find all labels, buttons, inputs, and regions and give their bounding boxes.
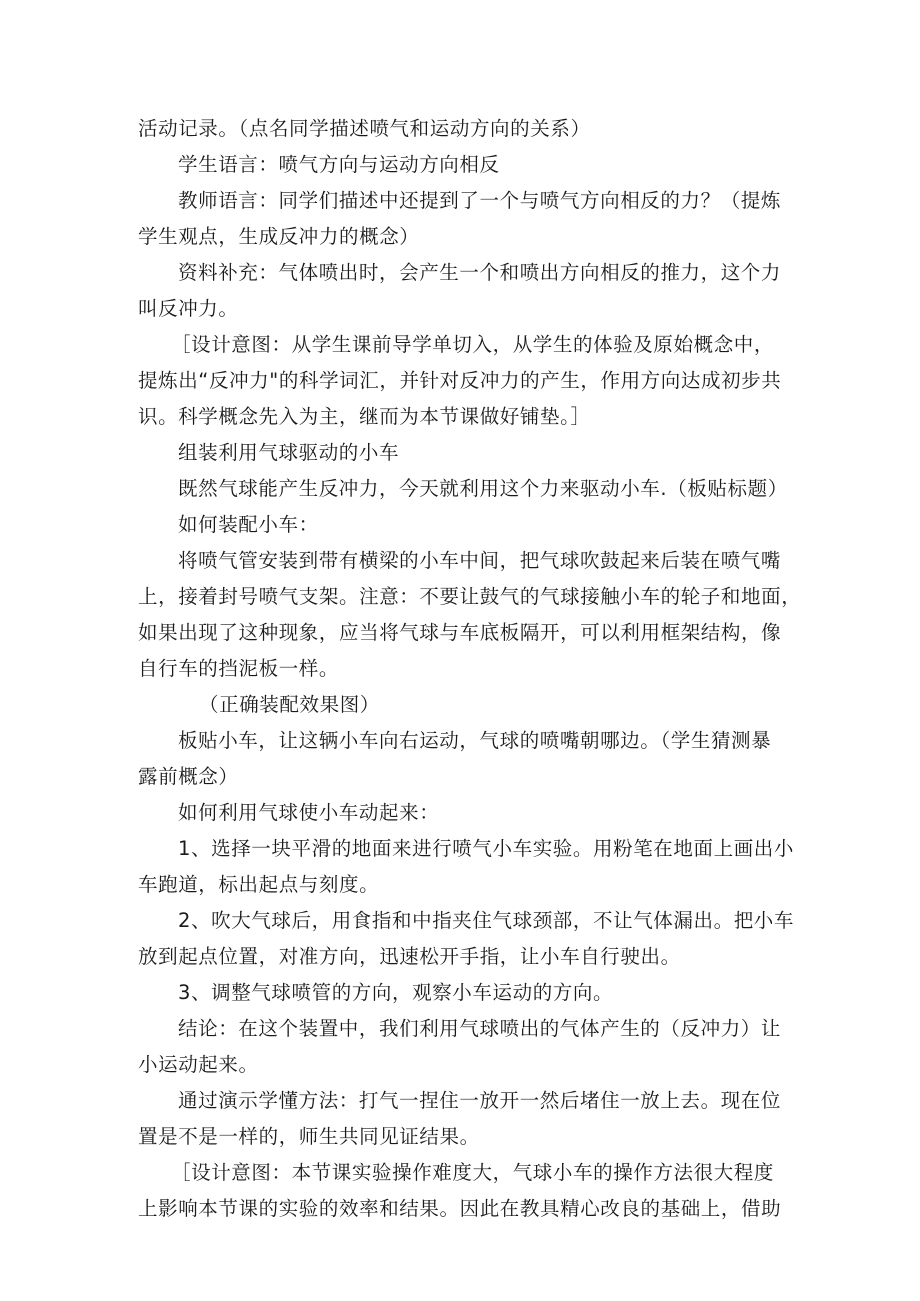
text-line: 如果出现了这种现象，应当将气球与车底板隔开，可以利用框架结构，像	[138, 621, 782, 644]
text-line: 学生语言：喷气方向与运动方向相反	[178, 153, 500, 176]
text-line: 资料补充：气体喷出时，会产生一个和喷出方向相反的推力，这个力	[178, 261, 782, 284]
text-line: 如何利用气球使小车动起来：	[178, 801, 440, 824]
text-line: 结论：在这个装置中，我们利用气球喷出的气体产生的（反冲力）让	[178, 1017, 782, 1040]
text-line: 学生观点，生成反冲力的概念）	[138, 225, 420, 248]
text-line: 2、吹大气球后，用食指和中指夹住气球颈部，不让气体漏出。把小车	[178, 909, 795, 932]
text-line: 识。科学概念先入为主，继而为本节课做好铺垫。］	[138, 405, 591, 428]
text-line: （正确装配效果图）	[199, 693, 380, 716]
text-line: ［设计意图：从学生课前导学单切入，从学生的体验及原始概念中，	[171, 333, 775, 356]
text-line: 露前概念）	[138, 765, 239, 788]
text-line: 1、选择一块平滑的地面来进行喷气小车实验。用粉笔在地面上画出小	[178, 837, 795, 860]
text-line: 上，接着封号喷气支架。注意：不要让鼓气的气球接触小车的轮子和地面，	[138, 585, 802, 608]
text-line: 叫反冲力。	[138, 297, 239, 320]
text-line: 将喷气管安装到带有横梁的小车中间，把气球吹鼓起来后装在喷气嘴	[178, 549, 782, 572]
text-line: 车跑道，标出起点与刻度。	[138, 873, 380, 896]
text-line: 活动记录。（点名同学描述喷气和运动方向的关系）	[138, 117, 591, 140]
text-line: 自行车的挡泥板一样。	[138, 657, 340, 680]
text-line: 组装利用气球驱动的小车	[178, 441, 400, 464]
text-line: ［设计意图：本节课实验操作难度大，气球小车的操作方法很大程度	[171, 1161, 775, 1184]
text-line: 置是不是一样的，师生共同见证结果。	[138, 1125, 480, 1148]
text-line: 教师语言：同学们描述中还提到了一个与喷气方向相反的力？（提炼	[178, 189, 782, 212]
text-line: 既然气球能产生反冲力，今天就利用这个力来驱动小车.（板贴标题）	[178, 477, 788, 500]
text-line: 小运动起来。	[138, 1053, 259, 1076]
text-line: 3、调整气球喷管的方向，观察小车运动的方向。	[178, 981, 614, 1004]
text-line: 通过演示学懂方法：打气一捏住一放开一然后堵住一放上去。现在位	[178, 1089, 782, 1112]
text-line: 上影响本节课的实验的效率和结果。因此在教具精心改良的基础上，借助	[138, 1197, 782, 1220]
text-line: 如何装配小车：	[178, 513, 319, 536]
text-line: 提炼出“反冲力"的科学词汇，并针对反冲力的产生，作用方向达成初步共	[138, 369, 782, 392]
text-line: 放到起点位置，对准方向，迅速松开手指，让小车自行驶出。	[138, 945, 681, 968]
text-line: 板贴小车，让这辆小车向右运动，气球的喷嘴朝哪边。（学生猜测暴	[178, 729, 772, 752]
